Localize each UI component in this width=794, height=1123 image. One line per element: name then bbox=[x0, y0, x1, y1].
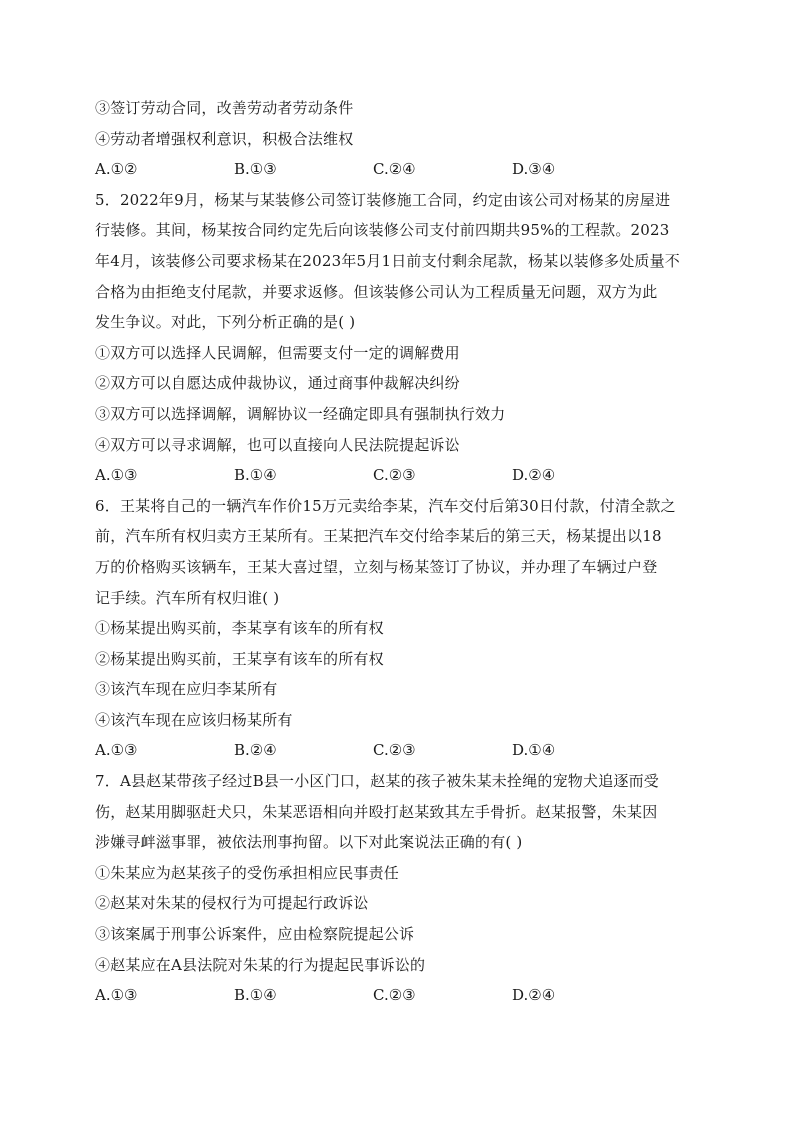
q7-item-4: ④赵某应在A县法院对朱某的行为提起民事诉讼的 bbox=[95, 955, 426, 974]
exam-content bbox=[95, 93, 715, 1011]
question-6 bbox=[95, 491, 715, 766]
q7-stem-line: 7．A县赵某带孩子经过B县一小区门口，赵某的孩子被朱某未拴绳的宠物犬追逐而受 bbox=[95, 772, 660, 791]
q6-option-b[interactable]: B.②④ bbox=[234, 741, 277, 760]
q4-option-d[interactable]: D.③④ bbox=[512, 160, 556, 179]
q7-item-1: ①朱某应为赵某孩子的受伤承担相应民事责任 bbox=[95, 863, 400, 882]
q4-item-4: ④劳动者增强权利意识，积极合法维权 bbox=[95, 129, 354, 148]
q7-stem-line: 涉嫌寻衅滋事罪，被依法刑事拘留。以下对此案说法正确的有( ) bbox=[95, 833, 523, 852]
q6-item-4: ④该汽车现在应该归杨某所有 bbox=[95, 710, 293, 729]
q6-stem-line: 6．王某将自己的一辆汽车作价15万元卖给李某，汽车交付后第30日付款，付清全款之 bbox=[95, 496, 676, 515]
q7-option-a[interactable]: A.①③ bbox=[95, 986, 138, 1005]
q6-item-1: ①杨某提出购买前，李某享有该车的所有权 bbox=[95, 619, 384, 638]
q6-options bbox=[95, 735, 715, 766]
q5-stem-line: 发生争议。对此，下列分析正确的是( ) bbox=[95, 313, 356, 332]
q7-item-2: ②赵某对朱某的侵权行为可提起行政诉讼 bbox=[95, 894, 369, 913]
q4-item-3: ③签订劳动合同，改善劳动者劳动条件 bbox=[95, 99, 354, 117]
question-7 bbox=[95, 766, 715, 1011]
question-4-tail bbox=[95, 93, 715, 185]
q5-option-b[interactable]: B.①④ bbox=[234, 466, 277, 485]
q5-option-d[interactable]: D.②④ bbox=[512, 466, 556, 485]
q4-option-b[interactable]: B.①③ bbox=[234, 160, 277, 179]
q6-item-3: ③该汽车现在应归李某所有 bbox=[95, 680, 278, 699]
q7-option-d[interactable]: D.②④ bbox=[512, 986, 556, 1005]
q4-option-c[interactable]: C.②④ bbox=[373, 160, 416, 179]
q6-stem-line: 万的价格购买该辆车，王某大喜过望，立刻与杨某签订了协议，并办理了车辆过户登 bbox=[95, 557, 658, 576]
q5-item-3: ③双方可以选择调解，调解协议一经确定即具有强制执行效力 bbox=[95, 404, 506, 423]
question-5 bbox=[95, 185, 715, 491]
q6-stem-line: 记手续。汽车所有权归谁( ) bbox=[95, 588, 280, 607]
q7-options bbox=[95, 980, 715, 1011]
q5-item-1: ①双方可以选择人民调解，但需要支付一定的调解费用 bbox=[95, 343, 460, 362]
q6-option-c[interactable]: C.②③ bbox=[373, 741, 416, 760]
q5-option-a[interactable]: A.①③ bbox=[95, 466, 138, 485]
q6-item-2: ②杨某提出购买前，王某享有该车的所有权 bbox=[95, 649, 384, 668]
q5-option-c[interactable]: C.②③ bbox=[373, 466, 416, 485]
q5-stem-line: 年4月，该装修公司要求杨某在2023年5月1日前支付剩余尾款，杨某以装修多处质量不 bbox=[95, 251, 681, 270]
q6-stem-line: 前，汽车所有权归卖方王某所有。王某把汽车交付给李某后的第三天，杨某提出以18 bbox=[95, 527, 662, 546]
q7-option-b[interactable]: B.①④ bbox=[234, 986, 277, 1005]
q5-stem-line: 合格为由拒绝支付尾款，并要求返修。但该装修公司认为工程质量无问题，双方为此 bbox=[95, 282, 658, 301]
q5-item-4: ④双方可以寻求调解，也可以直接向人民法院提起诉讼 bbox=[95, 435, 460, 454]
q4-options bbox=[95, 154, 715, 185]
q5-options bbox=[95, 460, 715, 491]
q7-stem-line: 伤，赵某用脚驱赶犬只，朱某恶语相向并殴打赵某致其左手骨折。赵某报警，朱某因 bbox=[95, 802, 658, 821]
q7-option-c[interactable]: C.②③ bbox=[373, 986, 416, 1005]
q6-option-d[interactable]: D.①④ bbox=[512, 741, 556, 760]
q6-option-a[interactable]: A.①③ bbox=[95, 741, 138, 760]
q7-item-3: ③该案属于刑事公诉案件，应由检察院提起公诉 bbox=[95, 925, 415, 944]
q5-stem-line: 5．2022年9月，杨某与某装修公司签订装修施工合同，约定由该公司对杨某的房屋进 bbox=[95, 190, 671, 209]
q4-option-a[interactable]: A.①② bbox=[95, 160, 138, 179]
q5-item-2: ②双方可以自愿达成仲裁协议，通过商事仲裁解决纠纷 bbox=[95, 374, 460, 393]
q5-stem-line: 行装修。其间，杨某按合同约定先后向该装修公司支付前四期共95%的工程款。2023 bbox=[95, 221, 670, 240]
